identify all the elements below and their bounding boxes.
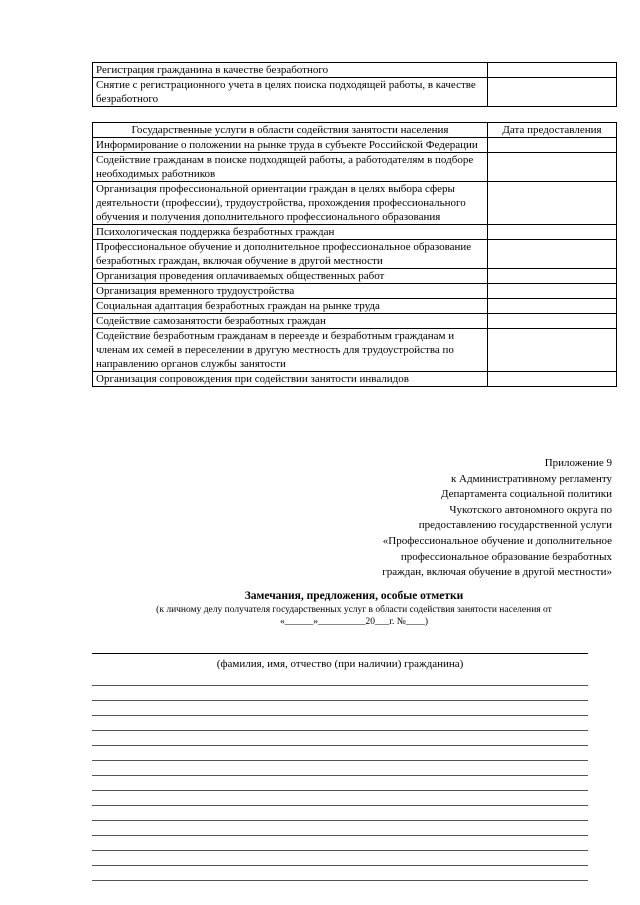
date-cell: [488, 284, 617, 299]
table-row: [93, 314, 617, 329]
row-label: Профессиональное обучение и дополнительное профессиональное образование безработных граждан, включая обучение в другой местности: [93, 240, 488, 269]
table-row: [93, 78, 617, 107]
table-row: [93, 225, 617, 240]
date-cell: [488, 78, 617, 107]
fio-underline: [92, 653, 588, 654]
date-cell: [488, 63, 617, 78]
notes-subtitle-line: (к личному делу получателя государственных услуг в области содействия занятости населения от: [156, 605, 552, 615]
notes-title: Замечания, предложения, особые отметки: [244, 590, 464, 602]
table-row: [93, 299, 617, 314]
note-line: [92, 715, 588, 716]
appendix-heading: [312, 456, 612, 581]
note-line: [92, 730, 588, 731]
note-line: [92, 880, 588, 881]
date-cell: [488, 182, 617, 225]
table-header-row: [93, 123, 617, 138]
services-table: [92, 122, 617, 387]
date-cell: [488, 269, 617, 284]
table-row: [93, 63, 617, 78]
note-line: [92, 865, 588, 866]
note-line: [92, 700, 588, 701]
appendix-line: к Административному регламенту: [450, 472, 612, 485]
header-service: Государственные услуги в области содействия занятости населения: [93, 123, 488, 138]
appendix-line: Чукотского автономного округа по: [449, 503, 612, 516]
table-row: [93, 182, 617, 225]
date-cell: [488, 299, 617, 314]
table-row: [93, 240, 617, 269]
fio-caption: (фамилия, имя, отчество (при наличии) гражданина): [216, 658, 464, 670]
table-row: [93, 329, 617, 372]
date-cell: [488, 240, 617, 269]
registration-table: [92, 62, 617, 107]
date-cell: [488, 372, 617, 387]
row-label: Регистрация гражданина в качестве безработного: [93, 63, 488, 78]
note-line: [92, 790, 588, 791]
row-label: Снятие с регистрационного учета в целях поиска подходящей работы, в качестве безработного: [93, 78, 488, 107]
table-row: [93, 372, 617, 387]
note-line: [92, 835, 588, 836]
row-label: Содействие самозанятости безработных граждан: [93, 314, 488, 329]
date-cell: [488, 153, 617, 182]
note-line: [92, 820, 588, 821]
appendix-line: профессиональное образование безработных: [400, 550, 612, 563]
notes-subtitle-date-line: «______»__________20___г. №____): [279, 617, 429, 627]
date-cell: [488, 138, 617, 153]
note-line: [92, 805, 588, 806]
appendix-line: Приложение 9: [544, 457, 612, 469]
date-cell: [488, 329, 617, 372]
row-label: Содействие гражданам в поиске подходящей работы, а работодателям в подборе необходимых работников: [93, 153, 488, 182]
row-label: Психологическая поддержка безработных граждан: [93, 225, 488, 240]
header-date: Дата предоставления: [488, 123, 617, 138]
row-label: Организация проведения оплачиваемых общественных работ: [93, 269, 488, 284]
note-line: [92, 745, 588, 746]
appendix-line: предоставлению государственной услуги: [418, 519, 612, 532]
table-row: [93, 138, 617, 153]
appendix-line: Департамента социальной политики: [441, 488, 612, 501]
row-label: Организация профессиональной ориентации граждан в целях выбора сферы деятельности (профессии), трудоустройства, прохождения профессионального обучения и получения дополнительного профессионального образования: [93, 182, 488, 225]
appendix-line: граждан, включая обучение в другой местности»: [382, 566, 612, 579]
note-line: [92, 685, 588, 686]
row-label: Содействие безработным гражданам в переезде и безработным гражданам и членам их семей в переселении в другую местность для трудоустройства по направлению органов службы занятости: [93, 329, 488, 372]
table-row: [93, 284, 617, 299]
note-line: [92, 850, 588, 851]
row-label: Социальная адаптация безработных граждан на рынке труда: [93, 299, 488, 314]
notes-subtitle: [92, 604, 616, 628]
table-row: [93, 269, 617, 284]
table-row: [93, 153, 617, 182]
appendix-line: «Профессиональное обучение и дополнительное: [382, 534, 612, 547]
row-label: Организация сопровождения при содействии занятости инвалидов: [93, 372, 488, 387]
date-cell: [488, 314, 617, 329]
note-line: [92, 775, 588, 776]
date-cell: [488, 225, 617, 240]
row-label: Организация временного трудоустройства: [93, 284, 488, 299]
note-line: [92, 760, 588, 761]
row-label: Информирование о положении на рынке труда в субъекте Российской Федерации: [93, 138, 488, 153]
